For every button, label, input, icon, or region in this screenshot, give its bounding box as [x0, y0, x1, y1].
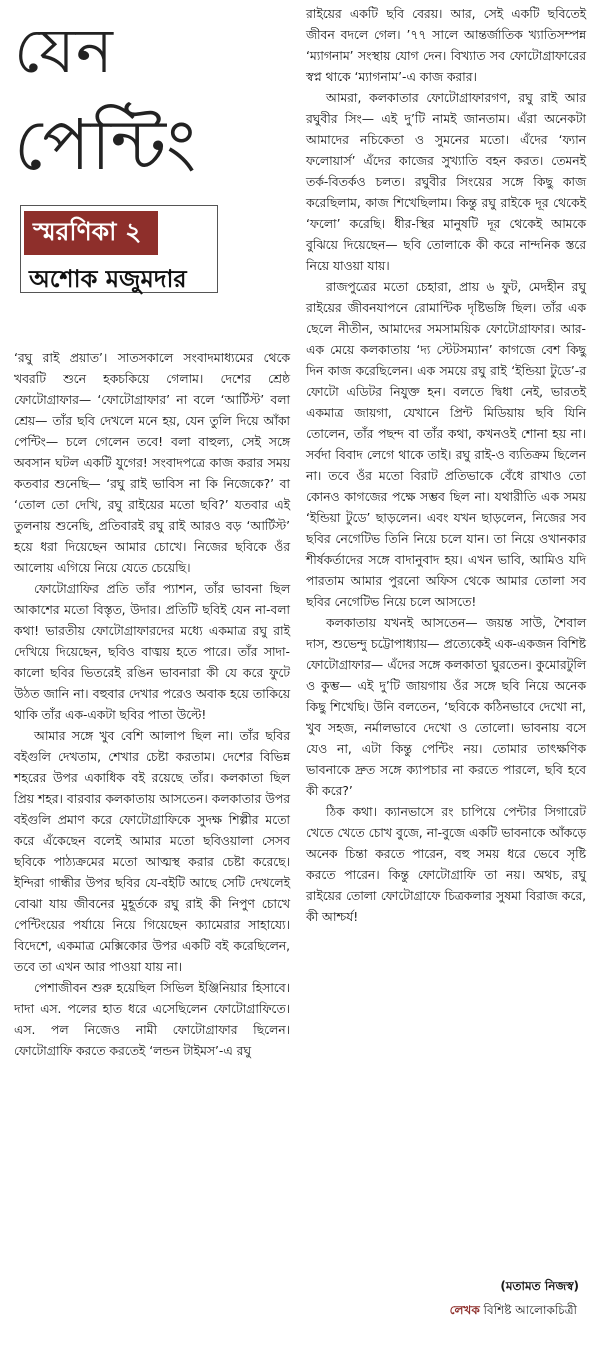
- headline-line-1: যেন: [14, 14, 114, 87]
- paragraph: রাজপুত্রের মতো চেহারা, প্রায় ৬ ফুট, মেদহীন রঘু রাইয়ের জীবনযাপনে রোমান্টিক দৃষ্টিভঙ্গি ছিল। তাঁর এক ছেলে নীতীন, আমাদের সমসাময়িক ফোটোগ্রাফার। আর-এক মেয়ে কলকাতায় ‘দ্য স্টেটসম্যান’ কাগজে বেশ কিছু দিন কাজ করেছিলেন। এক সময়ে রঘু রাই ‘ইন্ডিয়া টুডে’-র ফোটো এডিটর নিযুক্ত হন। বলতে দ্বিধা নেই, ভারতই একমাত্র জায়গা, যেখানে প্রিন্ট মিডিয়ায় ছবি যিনি তোলেন, তাঁর পছন্দ বা তাঁর কথা, কখনওই শোনা হয় না। সর্বদা বিবাদ লেগে থাকে তাই। রঘু রাই-ও ব্যতিক্রম ছিলেন না। তবে ওঁর মতো বিরাট প্রতিভাকে বেঁধে রাখাও তো কোনও কাগজের পক্ষে সম্ভব ছিল না। যথারীতি এক সময় ‘ইন্ডিয়া টুডে’ ছাড়লেন। এবং যখন ছাড়লেন, নিজের সব ছবির নেগেটিভ তিনি নিয়ে চলে যান। তা নিয়ে ওখানকার শীর্ষকর্তাদের সঙ্গে বাদানুবাদ হয়। এখন ভাবি, আমিও যদি পারতাম আমার পুরনো অফিস থেকে আমার তোলা সব ছবির নেগেটিভ নিয়ে চলে আসতে!: [306, 280, 586, 609]
- paragraph: কলকাতায় যখনই আসতেন— জয়ন্ত সাউ, শৈবাল দাস, শুভেন্দু চট্টোপাধ্যায়— প্রত্যেকেই এক-একজন বিশিষ্ট ফোটোগ্রাফার— এঁদের সঙ্গে কলকাতা ঘুরতেন। কুমোরটুলি ও কুম্ভ— এই দু’টি জায়গায় ওঁর সঙ্গে ছবি নিয়ে অনেক কিছু শিখেছি। উনি বলতেন, ‘ছবিকে কঠিনভাবে দেখো না, খুব সহজ, নর্মালভাবে দেখো ও তোলো। ভাবনায় বসে যেও না, এটা কিন্তু পেন্টিং নয়। তোমার তাৎক্ষণিক ভাবনাকে দ্রুত সঙ্গে ক্যাপচার না করতে পারলে, ছবি হবে কী করে?’: [306, 616, 586, 798]
- headline-line-2: পেন্টিং: [14, 104, 198, 186]
- paragraph: আমরা, কলকাতার ফোটোগ্রাফারগণ, রঘু রাই আর রঘুবীর সিং— এই দু’টি নামই জানতাম। এঁরা অনেকটা আমাদের নচিকেতা ও সুমনের মতো। এঁদের ‘ফ্যান ফলোয়ার্স’ এঁদের কাজের সুখ্যাতি বহন করত। তেমনই তর্ক-বিতর্কও চলত। রঘুবীর সিংয়ের সঙ্গে কিছু কাজ করেছিলাম, কাজ শিখেছিলাম। কিন্তু রঘু রাইকে দূর থেকেই ‘ফলো’ করেছি। ধীর-স্থির মানুষটি দূর থেকেই আমকে বুঝিয়ে দিয়েছেন— ছবি তোলাকে কী করে নান্দনিক স্তরে নিয়ে যাওয়া যায়।: [306, 91, 586, 273]
- article-column-2: [306, 4, 586, 928]
- byline-text: বিশিষ্ট আলোকচিত্রী: [483, 1303, 577, 1317]
- paragraph: পেশাজীবন শুরু হয়েছিল সিভিল ইঞ্জিনিয়ার হিসাবে। দাদা এস. পলের হাত ধরে এসেছিলেন ফোটোগ্রাফিতে। এস. পল নিজেও নামী ফোটোগ্রাফার ছিলেন। ফোটোগ্রাফি করতে করতেই ‘লন্ডন টাইমস’-এ রঘু: [14, 981, 290, 1058]
- author-name: অশোক মজুমদার: [29, 265, 187, 293]
- article-column-1: [14, 348, 290, 1062]
- series-tag: স্মরণিকা ২: [24, 211, 158, 255]
- byline-label: লেখক: [449, 1303, 480, 1317]
- opinion-note: (মতামত নিজস্ব): [500, 1279, 579, 1293]
- paragraph: ঠিক কথা। ক্যানভাসে রং চাপিয়ে পেন্টার সিগারেট খেতে খেতে চোখ বুজে, না-বুজে একটি ভাবনাকে আঁকড়ে অনেক চিন্তা করতে পারেন, বহু সময় ধরে ভেবে সৃষ্টি করতে পারেন। কিন্তু ফোটোগ্রাফি তা নয়। অথচ, রঘু রাইয়ের তোলা ফোটোগ্রাফে চিত্রকলার সুষমা বিরাজ করে, কী আশ্চর্য!: [306, 805, 586, 924]
- paragraph: রাইয়ের একটি ছবি বেরয়। আর, সেই একটি ছবিতেই জীবন বদলে গেল। ’৭৭ সালে আন্তর্জাতিক খ্যাতিসম্পন্ন ‘ম্যাগনাম’ সংস্থায় যোগ দেন। বিখ্যাত সব ফোটোগ্রাফারের স্বপ্ন থাকে ‘ম্যাগনাম’-এ কাজ করার।: [306, 7, 586, 84]
- paragraph: ফোটোগ্রাফির প্রতি তাঁর প্যাশন, তাঁর ভাবনা ছিল আকাশের মতো বিস্তৃত, উদার। প্রতিটি ছবিই যেন না-বলা কথা! ভারতীয় ফোটোগ্রাফারদের মধ্যে একমাত্র রঘু রাই দেখিয়ে দিয়েছেন, ছবিও বাঙ্ময় হতে পারে। তাঁর সাদা-কালো ছবির ভিতরেই রঙিন ভাবনারা কী যে করে ফুটে উঠত জানি না। বহুবার দেখার পরেও অবাক হয়ে তাকিয়ে থাকি তাঁর এক-একটা ছবির পাতা উল্টে!: [14, 582, 290, 722]
- byline: [450, 1302, 577, 1322]
- paragraph: আমার সঙ্গে খুব বেশি আলাপ ছিল না। তাঁর ছবির বইগুলি দেখতাম, শেখার চেষ্টা করতাম। দেশের বিভিন্ন শহরের উপর একাধিক বই রয়েছে তাঁর। কলকাতা ছিল প্রিয় শহর। বারবার কলকাতায় আসতেন। কলকাতার উপর বইগুলি প্রমাণ করে ফোটোগ্রাফিকে সুদক্ষ শিল্পীর মতো করে এঁকেছেন বলেই আমার মতো ছবিওয়ালা সেসব ছবিকে পাঠ্যক্রমের মতো আত্মস্থ করার চেষ্টা করেছে। ইন্দিরা গান্ধীর উপর ছবির যে-বইটি আছে সেটি দেখলেই বোঝা যায় জীবনের মুহূর্তকে রঘু রাই কী নিপুণ চোখে পেন্টিংয়ের পর্যায়ে নিয়ে গিয়েছেন ক্যামেরার সাহায্যে। বিদেশে, একমাত্র মেক্সিকোর উপর একটি বই করেছিলেন, তবে তা এখন আর পাওয়া যায় না।: [14, 729, 290, 974]
- author-box: [20, 205, 218, 293]
- paragraph: ‘রঘু রাই প্রয়াত’। সাতসকালে সংবাদমাধ্যমের থেকে খবরটি শুনে হকচকিয়ে গেলাম। দেশের শ্রেষ্ঠ ফোটোগ্রাফার— ‘ফোটোগ্রাফার’ না বলে ‘আর্টিস্ট’ বলা শ্রেয়— তাঁর ছবি দেখলে মনে হয়, যেন তুলি দিয়ে আঁকা পেন্টিং— চলে গেলেন তবে! বলা বাহুল্য, সেই সঙ্গে অবসান ঘটল একটি যুগের! সংবাদপত্রে কাজ করার সময় কতবার শুনেছি— ‘রঘু রাই ভাবিস না কি নিজেকে?’ বা ‘তোল তো দেখি, রঘু রাইয়ের মতো ছবি?’ যতবার এই তুলনায় শুনেছি, প্রতিবারই রঘু রাই আরও বড় ‘আর্টিস্ট’ হয়ে ধরা দিয়েছেন আমার চোখে। নিজের ছবিকে ওঁর আলোয় এগিয়ে নিয়ে যেতে চেয়েছি।: [14, 351, 290, 575]
